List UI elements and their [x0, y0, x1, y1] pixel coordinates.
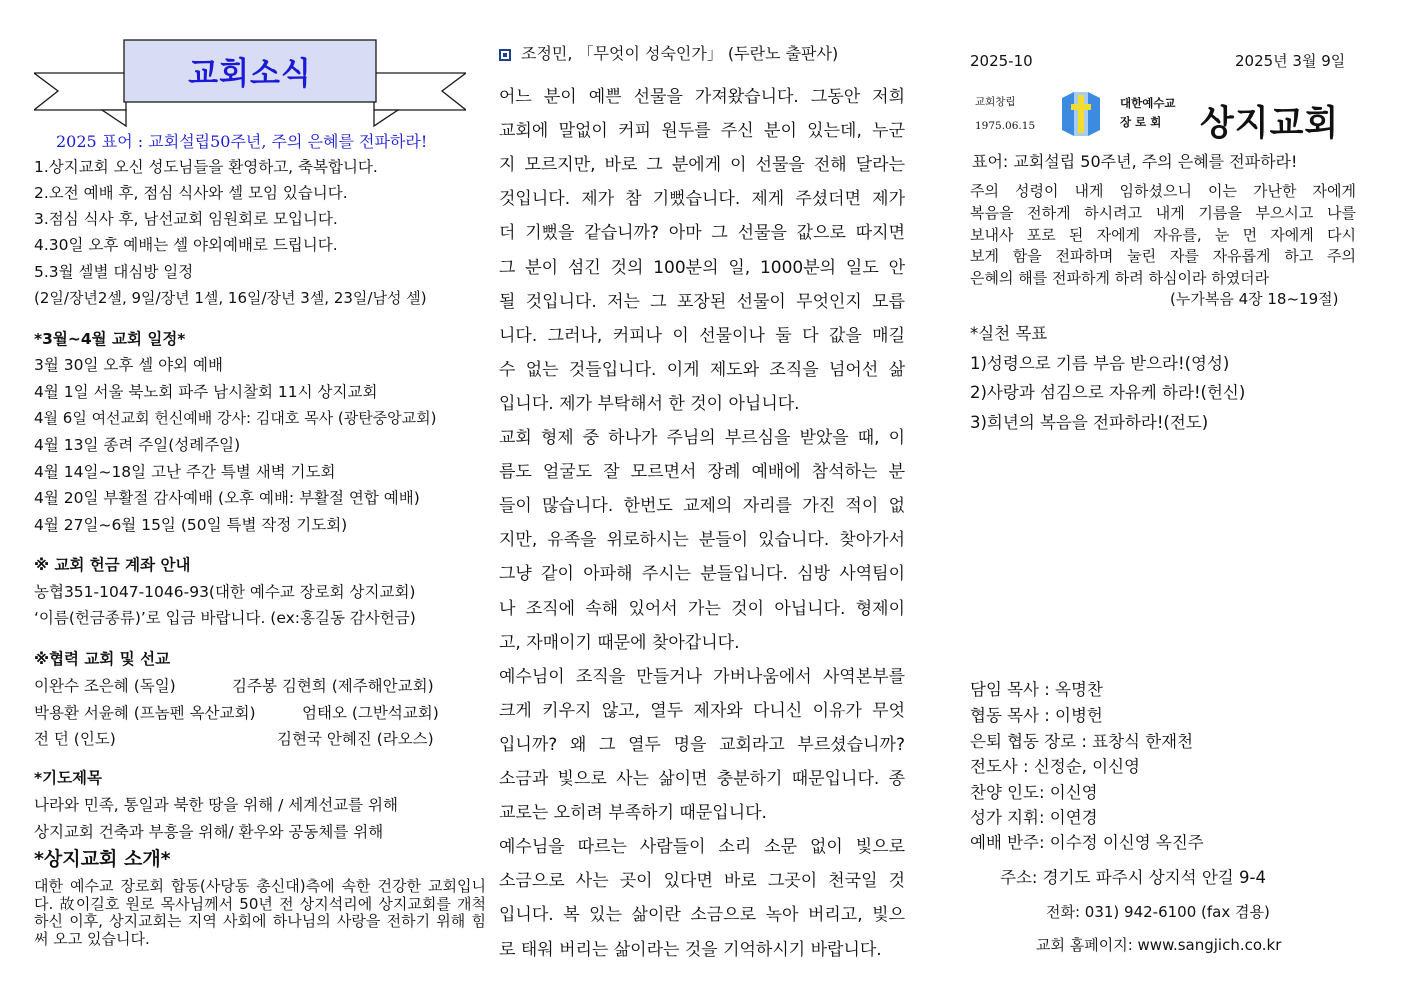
schedule-item: 4월 20일 부활절 감사예배 (오후 예배: 부활절 연합 예배)	[34, 489, 420, 507]
mission-entry: 전 던 (인도)	[34, 730, 116, 748]
article-line: 예수님이 조직을 만들거나 가버나움에서 사역본부를	[499, 666, 905, 687]
verse-line: 보내사 포로 된 자에게 자유를, 눈 먼 자에게 다시	[970, 225, 1356, 244]
account-line: ‘이름(헌금종류)’로 입금 바랍니다. (ex:홍길동 감사헌금)	[34, 609, 416, 627]
news-item: 5.3월 셀별 대심방 일정	[34, 263, 194, 281]
staff-line: 찬양 인도: 이신영	[970, 783, 1098, 802]
staff-line: 예배 반주: 이수정 이신영 옥진주	[970, 833, 1204, 852]
verse-line: 주의 성령이 내게 임하셨으니 이는 가난한 자에게	[970, 182, 1356, 200]
phone: 전화: 031) 942-6100 (fax 겸용)	[1046, 903, 1270, 921]
mission-entry: 엄태오 (그반석교회)	[302, 704, 439, 722]
yearly-motto: 2025 표어 : 교회설립50주년, 주의 은혜를 전파하라!	[56, 132, 428, 151]
staff-line: 은퇴 협동 장로 : 표창식 한재천	[970, 732, 1194, 751]
article-line: 그냥 같이 아파해 주시는 분들입니다. 심방 사역팀이	[499, 564, 905, 585]
prayer-line: 상지교회 건축과 부흥을 위해/ 환우와 공동체를 위해	[34, 823, 384, 841]
schedule-item: 4월 1일 서울 북노회 파주 남시찰회 11시 상지교회	[34, 383, 378, 401]
schedule-item: 4월 13일 종려 주일(성례주일)	[34, 436, 241, 454]
article-line: 로 태워 버리는 삶이라는 것을 기억하시기 바랍니다.	[499, 939, 882, 960]
issue-number: 2025-10	[970, 52, 1033, 70]
intro-heading: *상지교회 소개*	[34, 848, 171, 870]
article-line: 들이 많습니다. 한번도 교제의 자리를 가진 적이 없	[499, 496, 905, 517]
article-line: 소금과 빛으로 사는 삶이면 충분하기 때문입니다. 종	[499, 769, 905, 789]
article-line: 나 조직에 속해 있어서 가는 것이 아닙니다. 형제이	[499, 598, 905, 619]
verse-line: 보게 함을 전파하며 눌린 자를 자유롭게 하고 주의	[970, 247, 1356, 266]
article-line: 어느 분이 예쁜 선물을 가져왔습니다. 그동안 저희	[499, 87, 905, 107]
article-line: 교회에 말없이 커피 원두를 주신 분이 있는데, 누군	[499, 121, 905, 142]
news-banner	[34, 38, 466, 133]
motto-line: 표어: 교회설립 50주년, 주의 은혜를 전파하라!	[972, 152, 1298, 171]
article-line: 입니다. 복 있는 삶이란 소금으로 녹아 버리고, 빛으	[499, 905, 905, 926]
article-line: 소금으로 사는 곳이 있다면 바로 그곳이 천국일 것	[499, 871, 905, 892]
article-line: 니다. 그러나, 커피나 이 선물이나 둘 다 값을 매길	[499, 325, 905, 346]
article-line: 교회 형제 중 하나가 주님의 부르심을 받았을 때, 이	[499, 428, 905, 448]
article-line: 교로는 오히려 부족하기 때문입니다.	[499, 803, 767, 824]
article-line: 더 기뻤을 같습니까? 아마 그 선물을 값으로 따지면	[499, 223, 905, 244]
goal-item: 3)희년의 복음을 전파하라!(전도)	[970, 413, 1209, 432]
mission-entry: 이완수 조은혜 (독일)	[34, 677, 176, 695]
article-line: 입니다. 제가 부탁해서 한 것이 아닙니다.	[499, 393, 800, 414]
news-item: (2일/장년2셀, 9일/장년 1셀, 16일/장년 3셀, 23일/남성 셀)	[34, 289, 427, 307]
article-source-text: 조정민, 「무엇이 성숙인가」 (두란노 출판사)	[521, 44, 839, 63]
goals-heading: *실천 목표	[970, 324, 1048, 343]
news-item: 2.오전 예배 후, 점심 식사와 셀 모임 있습니다.	[34, 184, 348, 202]
article-line: 것입니다. 제가 참 기뻤습니다. 제게 주셨더면 제가	[499, 189, 905, 210]
article-line: 고, 자매이기 때문에 찾아갑니다.	[499, 632, 740, 653]
issue-date: 2025년 3월 9일	[1235, 52, 1346, 70]
homepage-link[interactable]: 교회 홈페이지: www.sangjich.co.kr	[1036, 936, 1282, 954]
news-item: 4.30일 오후 예배는 셀 야외예배로 드립니다.	[34, 236, 338, 254]
staff-line: 성가 지휘: 이연경	[970, 808, 1098, 827]
article-line: 수 없는 것들입니다. 이게 제도와 조직을 넘어선 삶	[499, 359, 905, 380]
address: 주소: 경기도 파주시 상지석 안길 9-4	[1000, 868, 1266, 887]
article-line: 지 모르지만, 바로 그 분에게 이 선물을 전해 달라는	[499, 155, 905, 176]
news-title: 교회소식	[188, 56, 312, 92]
founded-date: 1975.06.15	[975, 120, 1036, 132]
article-line: 지만, 유족을 위로하시는 분들이 있습니다. 찾아가서	[499, 530, 905, 551]
denomination-line1: 대한예수교	[1120, 96, 1176, 110]
article-line: 예수님을 따르는 사람들이 소리 소문 없이 빛으로	[499, 837, 905, 858]
news-item: 1.상지교회 오신 성도님들을 환영하고, 축복합니다.	[34, 158, 378, 176]
article-line: 될 것입니다. 저는 그 포장된 선물이 무엇인지 모릅	[499, 291, 905, 312]
goal-item: 1)성령으로 기름 부음 받으라!(영성)	[970, 354, 1230, 373]
denomination-line2: 장 로 회	[1120, 115, 1162, 129]
article-line: 그 분이 섬긴 것의 100분의 일, 1000분의 일도 안	[499, 257, 905, 278]
schedule-item: 4월 6일 여선교회 헌신예배 강사: 김대호 목사 (광탄중앙교회)	[34, 409, 437, 427]
missions-heading: ※협력 교회 및 선교	[34, 650, 171, 668]
verse-line: 은혜의 해를 전파하게 하려 하심이라 하였더라	[970, 269, 1270, 288]
schedule-item: 3월 30일 오후 셀 야외 예배	[34, 356, 223, 374]
intro-text: 대한 예수교 장로회 합동(사당동 총신대)측에 속한 건강한 교회입니다. 故이길호 원로 목사님께서 50년 전 상지석리에 상지교회를 개척하신 이후, 상지교회는 지역 사회에 하나님의 사랑을 전하기 위해 힘써 오고 있습니다.	[34, 877, 486, 948]
article-source	[499, 44, 838, 64]
prayer-heading: *기도제목	[34, 769, 102, 787]
schedule-item: 4월 27일~6월 15일 (50일 특별 작정 기도회)	[34, 516, 348, 534]
square-bullet-icon	[499, 49, 511, 61]
scripture-reference: (누가복음 4장 18~19절)	[1170, 290, 1339, 308]
church-cross-logo-icon	[1062, 92, 1100, 136]
news-item: 3.점심 식사 후, 남선교회 임원회로 모입니다.	[34, 210, 338, 228]
verse-line: 복음을 전하게 하시려고 내게 기름을 부으시고 나를	[970, 203, 1356, 222]
article-line: 크게 키우지 않고, 열두 제자와 다니신 이유가 무엇	[499, 700, 905, 721]
mission-entry: 김주봉 김현희 (제주해안교회)	[232, 677, 434, 695]
mission-entry: 박용환 서윤혜 (프놈펜 옥산교회)	[34, 704, 256, 722]
goal-item: 2)사랑과 섬김으로 자유케 하라!(헌신)	[970, 383, 1246, 402]
staff-line: 전도사 : 신정순, 이신영	[970, 757, 1140, 776]
mission-entry: 김현국 안혜진 (라오스)	[277, 730, 434, 748]
founded-label: 교회창립	[975, 96, 1016, 108]
staff-line: 담임 목사 : 옥명찬	[970, 680, 1103, 699]
article-line: 입니까? 왜 그 열두 명을 교회라고 부르셨습니까?	[499, 734, 905, 755]
account-line: 농협351-1047-1046-93(대한 예수교 장로회 상지교회)	[34, 583, 416, 601]
schedule-item: 4월 14일~18일 고난 주간 특별 새벽 기도회	[34, 463, 336, 481]
staff-line: 협동 목사 : 이병헌	[970, 706, 1103, 725]
schedule-heading: *3월~4월 교회 일정*	[34, 330, 186, 348]
prayer-line: 나라와 민족, 통일과 북한 땅을 위해 / 세계선교를 위해	[34, 796, 398, 814]
church-name: 상지교회	[1200, 104, 1340, 144]
account-heading: ※ 교회 헌금 계좌 안내	[34, 556, 191, 574]
article-line: 름도 얼굴도 잘 모르면서 장례 예배에 참석하는 분	[499, 462, 905, 483]
